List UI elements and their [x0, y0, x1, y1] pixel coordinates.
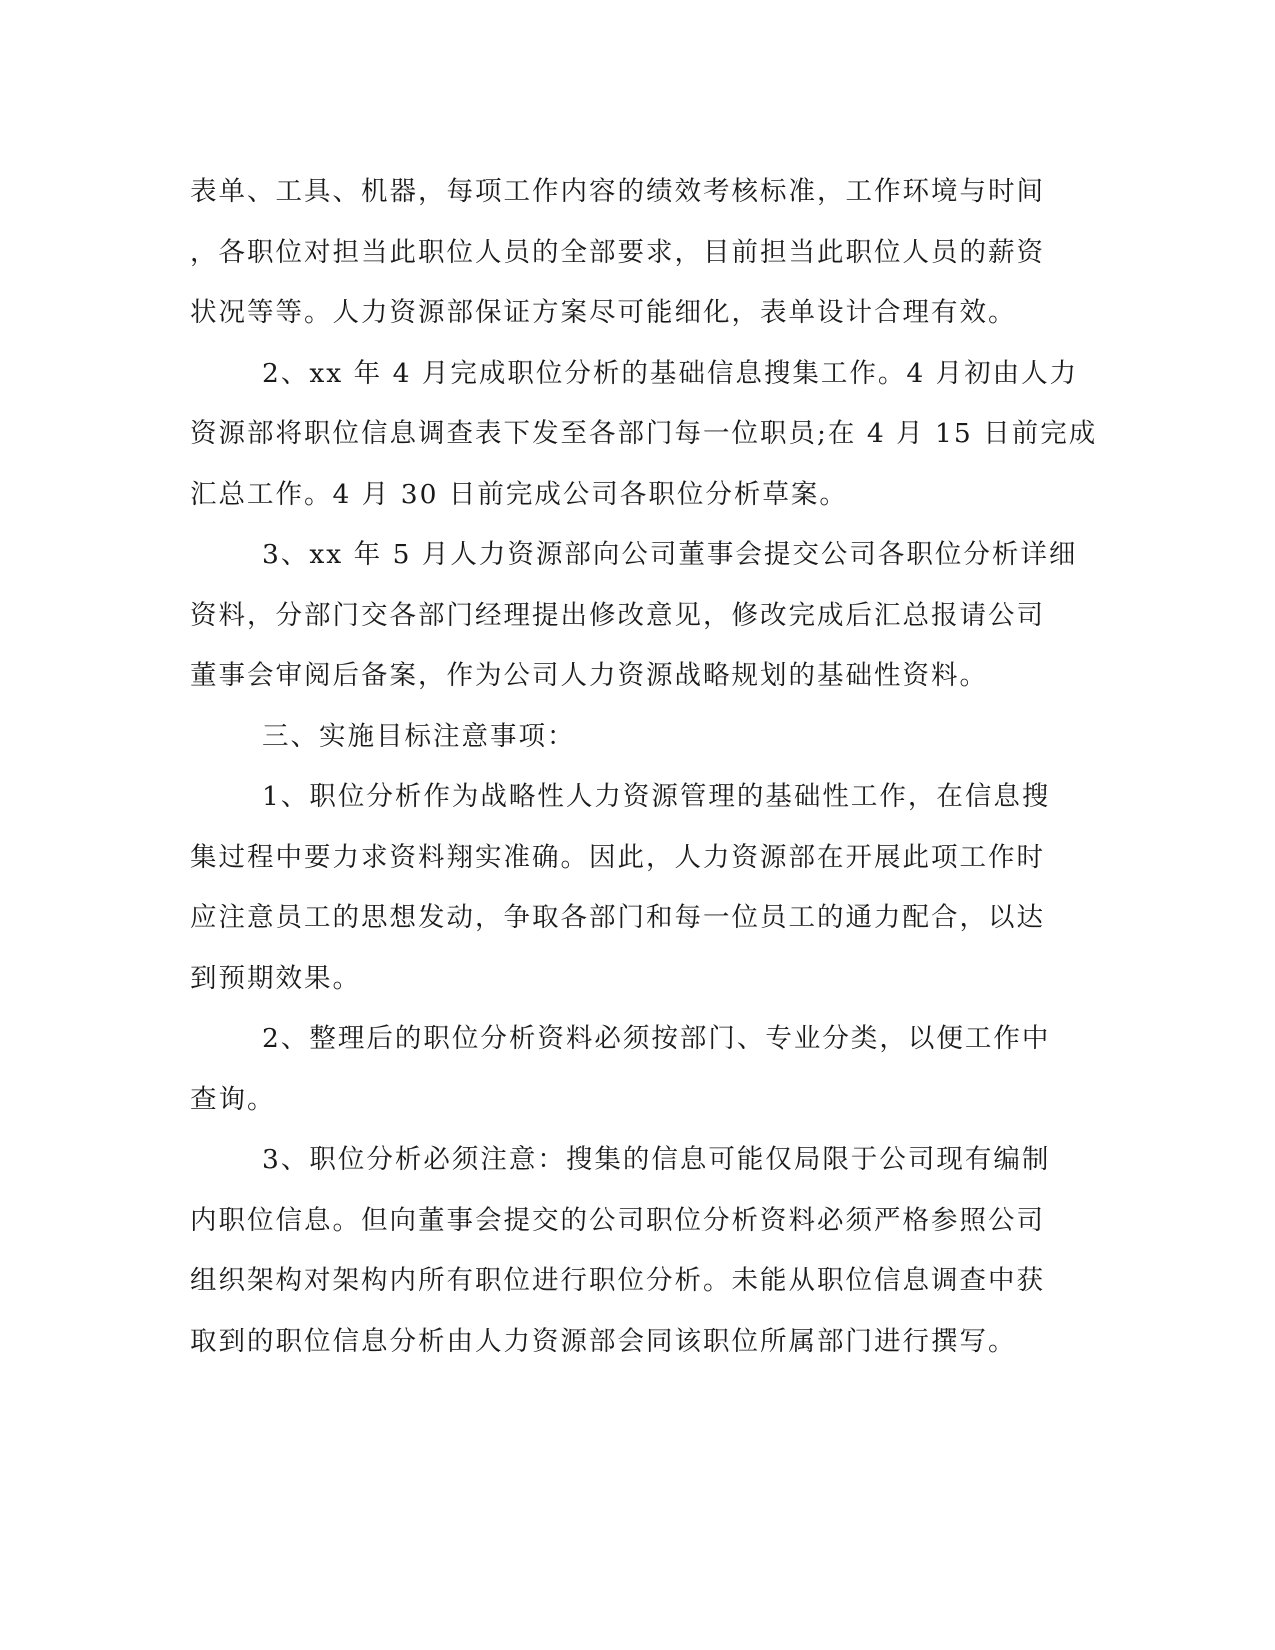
- section-heading-notes: [190, 707, 1060, 768]
- text-line: 董事会审阅后备案，作为公司人力资源战略规划的基础性资料。: [190, 660, 988, 691]
- text-line: 到预期效果。: [190, 962, 361, 994]
- paragraph-step-2: [190, 344, 1098, 526]
- text-line: 资源部将职位信息调查表下发至各部门每一位职员;在 4 月 15 日前完成: [190, 418, 1098, 449]
- paragraph-step-3: [190, 525, 1078, 707]
- text-line: 3、职位分析必须注意：搜集的信息可能仅局限于公司现有编制: [262, 1144, 1051, 1175]
- text-line: 3、xx 年 5 月人力资源部向公司董事会提交公司各职位分析详细: [262, 539, 1078, 570]
- text-line: 表单、工具、机器，每项工作内容的绩效考核标准，工作环境与时间: [190, 176, 1045, 207]
- text-line: 取到的职位信息分析由人力资源部会同该职位所属部门进行撰写。: [190, 1325, 1017, 1357]
- paragraph-note-1: [190, 767, 1060, 1009]
- text-line: 资料，分部门交各部门经理提出修改意见，修改完成后汇总报请公司: [190, 599, 1045, 631]
- text-line: 组织架构对架构内所有职位进行职位分析。未能从职位信息调查中获: [190, 1265, 1045, 1296]
- document-body: [190, 162, 1098, 1372]
- text-line: 状况等等。人力资源部保证方案尽可能细化，表单设计合理有效。: [190, 297, 1017, 328]
- text-line: 集过程中要力求资料翔实准确。因此，人力资源部在开展此项工作时: [190, 841, 1045, 873]
- section-heading: 三、实施目标注意事项：: [262, 720, 576, 752]
- paragraph-note-2: [190, 1009, 1060, 1130]
- text-line: 2、xx 年 4 月完成职位分析的基础信息搜集工作。4 月初由人力: [262, 357, 1079, 389]
- text-line: ，各职位对担当此职位人员的全部要求，目前担当此职位人员的薪资: [190, 236, 1045, 268]
- paragraph-form-details: [190, 162, 1060, 344]
- text-line: 汇总工作。4 月 30 日前完成公司各职位分析草案。: [190, 478, 848, 510]
- text-line: 查询。: [190, 1083, 276, 1115]
- paragraph-note-3: [190, 1130, 1060, 1372]
- text-line: 应注意员工的思想发动，争取各部门和每一位员工的通力配合，以达: [190, 902, 1045, 933]
- text-line: 1、职位分析作为战略性人力资源管理的基础性工作，在信息搜: [262, 781, 1051, 812]
- text-line: 内职位信息。但向董事会提交的公司职位分析资料必须严格参照公司: [190, 1204, 1045, 1236]
- text-line: 2、整理后的职位分析资料必须按部门、专业分类，以便工作中: [262, 1023, 1051, 1054]
